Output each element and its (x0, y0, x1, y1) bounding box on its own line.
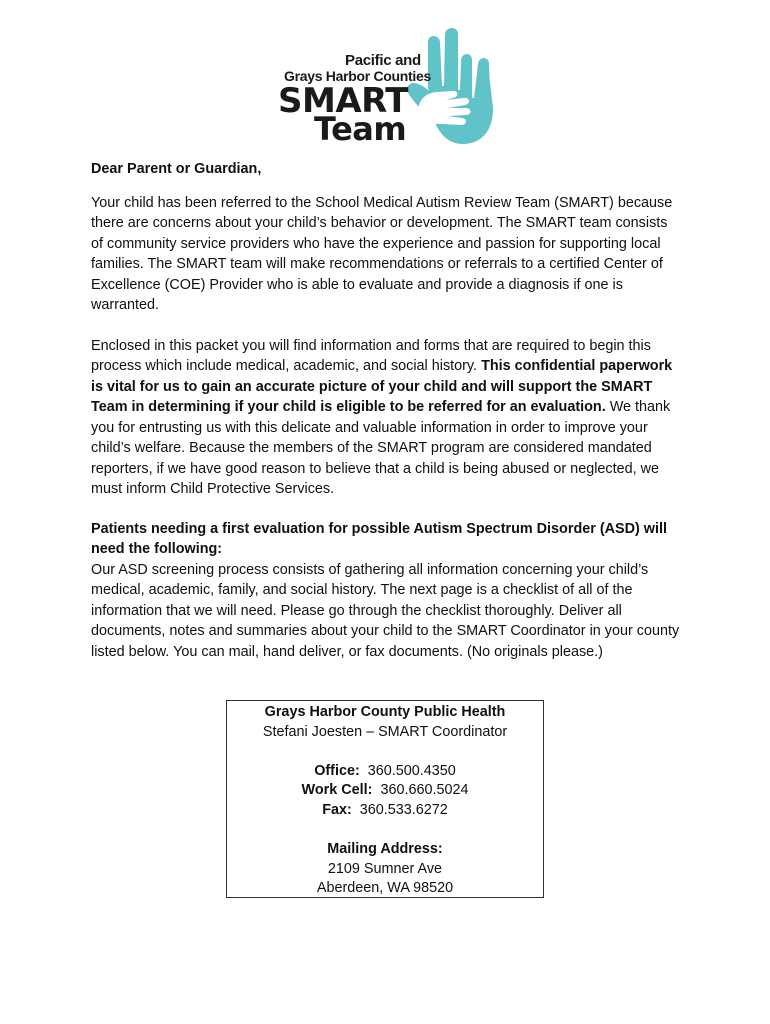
fax-label: Fax: (322, 801, 352, 818)
contact-fax (227, 801, 543, 821)
cell-label: Work Cell: (301, 782, 373, 799)
greeting: Dear Parent or Guardian, (91, 161, 262, 177)
mailing-city: Aberdeen, WA 98520 (316, 880, 454, 897)
logo-text-smart: SMART (278, 81, 408, 121)
paragraph-screening: Our ASD screening process consists of gathering all information concerning your child’s medical, academic, family, and social history. The next page is a checklist of all of the information that we will need. Please go through the checklist thoroughly. Deliver all documents, notes and summaries about your child to the SMART Coordinator in your county listed below. You can mail, hand deliver, or fax documents. (No originals please.) (91, 561, 680, 660)
smart-team-logo (278, 20, 498, 146)
packet-text-bold: This confidential paperwork is vital for us to gain an accurate picture of your child and will support the SMART Team in determining if your child is eligible to be referred for an evaluation. (91, 358, 673, 415)
paragraph-referral: Your child has been referred to the School Medical Autism Review Team (SMART) because there are concerns about your child’s behavior or development. The SMART team consists of community service providers who have the experience and passion for supporting local families. The SMART team will make recommendations or referrals to a certified Center of Excellence (COE) Provider who is able to evaluate and provide a diagnosis if one is warranted. (91, 194, 673, 313)
mailing-street: 2109 Sumner Ave (327, 860, 443, 877)
logo-text-grays-harbor: Grays Harbor Counties (284, 68, 431, 84)
cell-number: 360.660.5024 (380, 782, 469, 799)
packet-text-end: We thank you for entrusting us with this delicate and valuable information in order to improve your child’s welfare. Because the members of the SMART program are considered mandated reporters, if we have good reason to believe that a child is being abused or neglected, we must inform Child Protective Services. (91, 399, 671, 497)
logo-text-pacific: Pacific and (345, 52, 421, 69)
paragraph-packet (91, 336, 683, 500)
contact-org: Grays Harbor County Public Health (264, 704, 506, 720)
asd-heading: Patients needing a first evaluation for possible Autism Spectrum Disorder (ASD) will need the following: (91, 520, 667, 557)
mailing-label: Mailing Address: (327, 841, 443, 858)
letter-body (91, 159, 683, 662)
contact-office (227, 762, 543, 782)
logo-text-team: Team (314, 110, 407, 148)
fax-number: 360.533.6272 (359, 801, 448, 818)
contact-cell (227, 781, 543, 801)
office-number: 360.500.4350 (367, 762, 456, 779)
contact-box (226, 700, 544, 898)
office-label: Office: (314, 762, 360, 779)
contact-coordinator: Stefani Joesten – SMART Coordinator (262, 723, 508, 740)
packet-text-start: Enclosed in this packet you will find information and forms that are required to begin this process which include medical, academic, and social history. (91, 337, 651, 374)
